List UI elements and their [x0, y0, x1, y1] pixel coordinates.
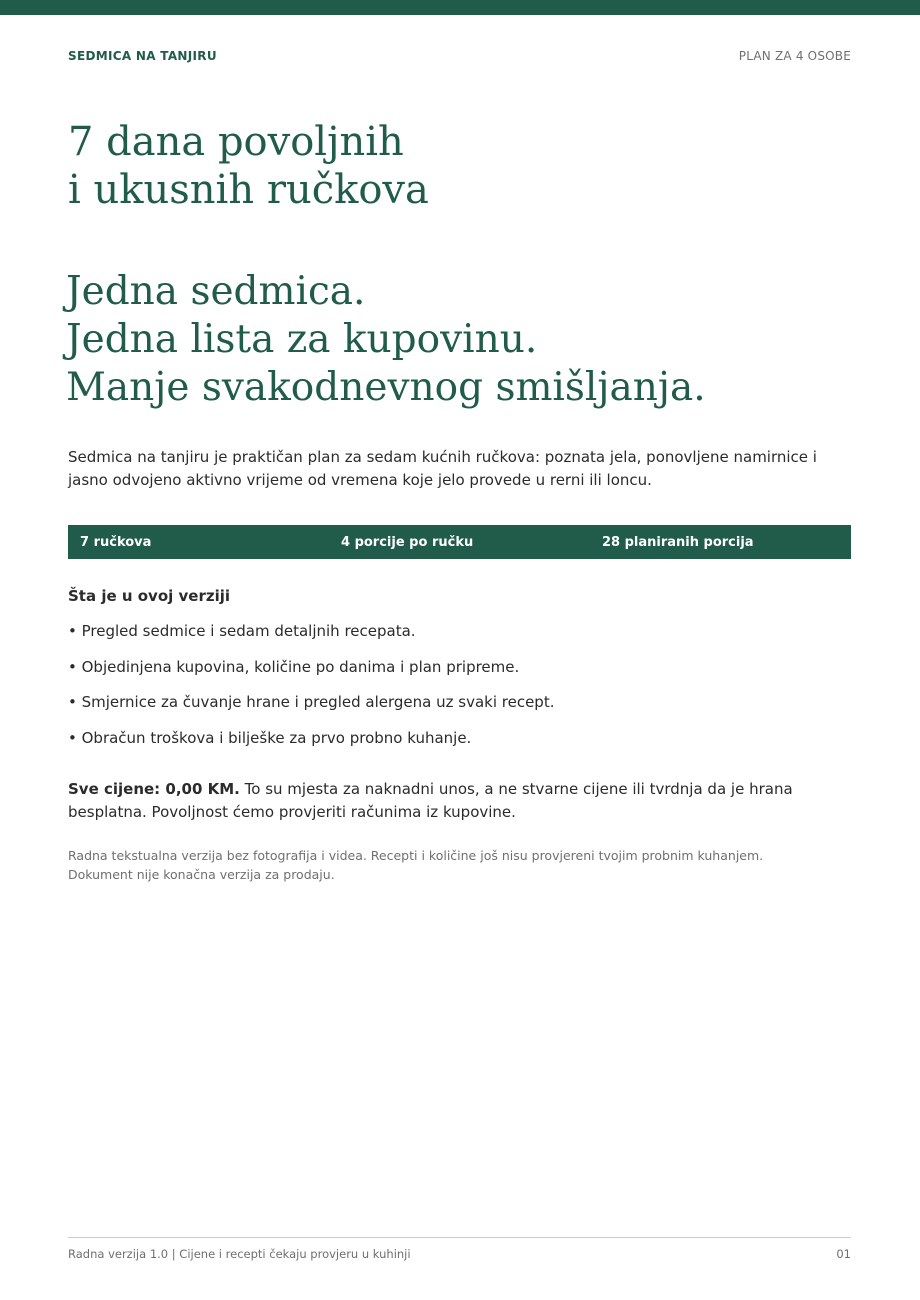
- tagline-line-1: Jedna sedmica.: [66, 269, 366, 314]
- brand-name: SEDMICA NA TANJIRU: [68, 49, 217, 63]
- page-number: 01: [836, 1247, 851, 1261]
- stats-bar: [68, 525, 851, 559]
- page-title: [68, 118, 429, 214]
- page-title-line-2: i ukusnih ručkova: [68, 167, 429, 213]
- tagline-line-3: Manje svakodnevnog smišljanja.: [66, 365, 706, 410]
- plan-label: PLAN ZA 4 OSOBE: [738, 49, 851, 63]
- footer-version: Radna verzija 1.0 | Cijene i recepti čekaju provjeru u kuhinji: [68, 1247, 411, 1261]
- stat-portions-per-meal: 4 porcije po ručku: [341, 534, 474, 550]
- draft-disclaimer-line-2: Dokument nije konačna verzija za prodaju.: [68, 867, 335, 882]
- price-note: [68, 778, 853, 824]
- list-item: • Smjernice za čuvanje hrane i pregled alergena uz svaki recept.: [68, 693, 555, 711]
- price-note-bold: Sve cijene: 0,00 KM.: [68, 780, 240, 798]
- stat-meals: 7 ručkova: [80, 534, 152, 550]
- contents-heading: Šta je u ovoj verziji: [68, 587, 231, 605]
- footer-divider: [68, 1237, 851, 1238]
- contents-list: [68, 621, 554, 763]
- tagline-line-2: Jedna lista za kupovinu.: [66, 317, 538, 362]
- list-item: • Objedinjena kupovina, količine po danima i plan pripreme.: [68, 657, 520, 676]
- list-item: • Pregled sedmice i sedam detaljnih recepata.: [68, 622, 416, 640]
- draft-disclaimer-line-1: Radna tekstualna verzija bez fotografija i videa. Recepti i količine još nisu provjereni tvojim probnim kuhanjem.: [68, 848, 764, 863]
- stat-total-portions: 28 planiranih porcija: [602, 534, 754, 550]
- draft-disclaimer: [68, 846, 858, 884]
- top-accent-bar: [0, 0, 920, 15]
- tagline: [66, 268, 706, 412]
- page-title-line-1: 7 dana povoljnih: [68, 119, 404, 165]
- list-item: • Obračun troškova i bilješke za prvo probno kuhanje.: [68, 728, 472, 747]
- price-note-text: To su mjesta za naknadni unos, a ne stvarne cijene ili tvrdnja da je hrana besplatna. Povoljnost ćemo provjeriti računima iz kupovine.: [68, 780, 793, 821]
- intro-paragraph: Sedmica na tanjiru je praktičan plan za sedam kućnih ručkova: poznata jela, ponovljene namirnice i jasno odvojeno aktivno vrijeme od vremena koje jelo provede u rerni ili loncu.: [68, 448, 817, 489]
